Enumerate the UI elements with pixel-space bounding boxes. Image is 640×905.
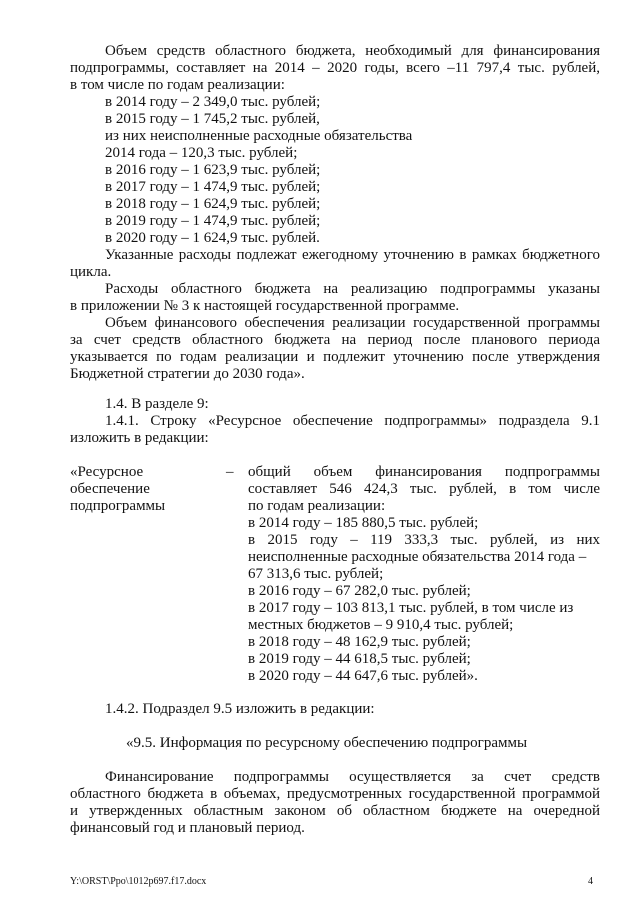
table-right-line: 67 313,6 тыс. рублей; bbox=[248, 566, 384, 582]
list-item: в 2015 году – 1 745,2 тыс. рублей, bbox=[105, 111, 320, 127]
table-right-line: составляет 546 424,3 тыс. рублей, в том числе bbox=[248, 481, 600, 497]
section-heading: 1.4.2. Подраздел 9.5 изложить в редакции: bbox=[105, 701, 375, 717]
list-item: в 2018 году – 1 624,9 тыс. рублей; bbox=[105, 196, 321, 212]
table-right-line: в 2014 году – 185 880,5 тыс. рублей; bbox=[248, 515, 479, 531]
paragraph-line: Бюджетной стратегии до 2030 года». bbox=[70, 366, 305, 382]
paragraph-line: указывается по годам реализации и подлежит уточнению после утверждения bbox=[70, 349, 600, 365]
table-right-line: в 2020 году – 44 647,6 тыс. рублей». bbox=[248, 668, 478, 684]
list-item: в 2020 году – 1 624,9 тыс. рублей. bbox=[105, 230, 320, 246]
list-item: в 2016 году – 1 623,9 тыс. рублей; bbox=[105, 162, 321, 178]
paragraph-line: подпрограммы, составляет на 2014 – 2020 годы, всего –11 797,4 тыс. рублей, bbox=[70, 60, 600, 76]
subsection-heading: «9.5. Информация по ресурсному обеспечению подпрограммы bbox=[126, 735, 528, 751]
table-left-label: «Ресурсное bbox=[70, 464, 144, 480]
page-number: 4 bbox=[588, 876, 593, 887]
table-right-line: в 2016 году – 67 282,0 тыс. рублей; bbox=[248, 583, 471, 599]
table-right-line: в 2015 году – 119 333,3 тыс. рублей, из них bbox=[248, 532, 600, 548]
paragraph-line: и утвержденных областным законом об областном бюджете на очередной bbox=[70, 803, 600, 819]
paragraph-line: Объем средств областного бюджета, необходимый для финансирования bbox=[105, 43, 600, 59]
paragraph-line: финансовый год и плановый период. bbox=[70, 820, 305, 836]
table-right-line: неисполненные расходные обязательства 2014 года – bbox=[248, 549, 587, 565]
table-left-label: подпрограммы bbox=[70, 498, 166, 514]
table-left-label: обеспечение bbox=[70, 481, 150, 497]
table-right-line: в 2018 году – 48 162,9 тыс. рублей; bbox=[248, 634, 471, 650]
list-item: в 2019 году – 1 474,9 тыс. рублей; bbox=[105, 213, 321, 229]
list-item: из них неисполненные расходные обязательства bbox=[105, 128, 413, 144]
paragraph-line: цикла. bbox=[70, 264, 112, 280]
paragraph-line: Финансирование подпрограммы осуществляется за счет средств bbox=[105, 769, 600, 785]
table-right-line: местных бюджетов – 9 910,4 тыс. рублей; bbox=[248, 617, 514, 633]
footer-file-path: Y:\ORST\Ppo\1012p697.f17.docx bbox=[70, 876, 207, 887]
paragraph-line: в приложении № 3 к настоящей государственной программе. bbox=[70, 298, 460, 314]
list-item: в 2014 году – 2 349,0 тыс. рублей; bbox=[105, 94, 321, 110]
table-right-line: по годам реализации: bbox=[248, 498, 386, 514]
paragraph-line: Расходы областного бюджета на реализацию подпрограммы указаны bbox=[105, 281, 600, 297]
table-right-line: в 2017 году – 103 813,1 тыс. рублей, в том числе из bbox=[248, 600, 574, 616]
paragraph-line: изложить в редакции: bbox=[70, 430, 209, 446]
table-dash: – bbox=[226, 464, 234, 480]
paragraph-line: Объем финансового обеспечения реализации государственной программы bbox=[105, 315, 600, 331]
list-item: 2014 года – 120,3 тыс. рублей; bbox=[105, 145, 298, 161]
section-heading: 1.4. В разделе 9: bbox=[105, 396, 209, 412]
paragraph-line: Указанные расходы подлежат ежегодному уточнению в рамках бюджетного bbox=[105, 247, 600, 263]
list-item: в 2017 году – 1 474,9 тыс. рублей; bbox=[105, 179, 321, 195]
paragraph-line: за счет средств областного бюджета на период после планового периода bbox=[70, 332, 600, 348]
table-right-line: в 2019 году – 44 618,5 тыс. рублей; bbox=[248, 651, 471, 667]
paragraph-line: в том числе по годам реализации: bbox=[70, 77, 285, 93]
paragraph-line: 1.4.1. Строку «Ресурсное обеспечение подпрограммы» подраздела 9.1 bbox=[105, 413, 600, 429]
table-right-line: общий объем финансирования подпрограммы bbox=[248, 464, 600, 480]
paragraph-line: областного бюджета в объемах, предусмотренных государственной программой bbox=[70, 786, 600, 802]
